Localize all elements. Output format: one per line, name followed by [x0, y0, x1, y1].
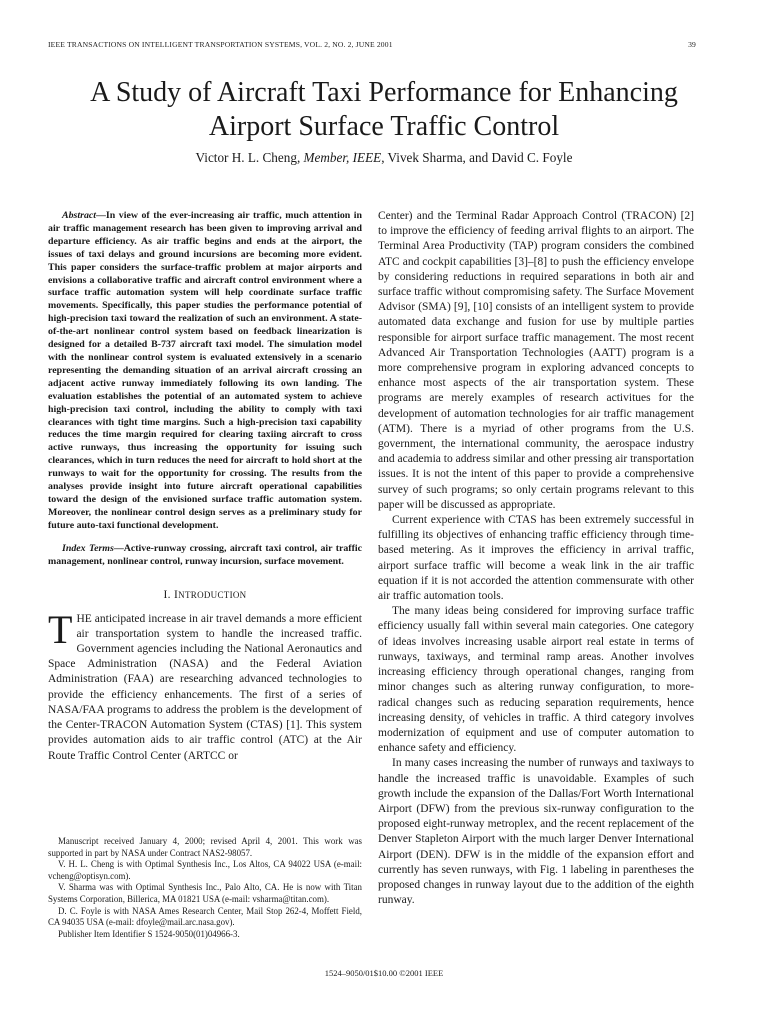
- index-terms-label: Index Terms: [62, 542, 114, 554]
- page-number: 39: [688, 40, 696, 49]
- body-paragraph-continued: Center) and the Terminal Radar Approach Control (TRACON) [2] to improve the efficiency of feeding arrival flights to an airport. The Terminal Area Productivity (TAP) program considers the combined ATC and cockpit capabilities [3]–[8] to push the efficiency envelope by considering reductions in required separations in both air and surface traffic without compromising safety. The Surface Movement Advisor (SMA) [9], [10] consists of an intelligent system to provide automated data exchange and fusion for use by multiple parties responsible for airport surface traffic management. The most recent Advanced Air Transportation Technologies (AATT) program is a more comprehensive program in exploring advanced concepts to enhance most aspects of the air transportation system. These programs are merely examples of research activitues for the development of automation technologies for air traffic management (ATM). There is a myriad of other programs from the U.S. government, the international community, the aerospace industry and academia to address similar and other pressing air transportation issues. It is not the intent of this paper to provide a comprehensive survey of such programs; so only certain programs relevant to this paper will be discussed as appropriate.: [378, 210, 694, 511]
- abstract-text: In view of the ever-increasing air traffic, much attention in air traffic management research has been given to improving arrival and departure efficiency. As air traffic begins and ends at the airport, the issues of taxi delays and ground incursions are becoming more evident. This paper considers the surface-traffic problem at major airports and envisions a collaborative traffic and aircraft control environment where a surface traffic automation system will help coordinate surface traffic movements. Specifically, this paper studies the performance potential of high-precision taxi toward the realization of such an environment. A state-of-the-art nonlinear control system based on feedback linearization is designed for a detailed B-737 aircraft taxi model. The simulation model with the nonlinear control system is evaluated extensively in a scenario representing the demanding situation of an arrival aircraft crossing an adjacent active runway immediately following its own landing. The evaluation establishes the potential of an automated system to achieve high-precision taxi control, including the ability to comply with taxi clearances with tight time margins. Such a high-precision taxi capability reduces the time margin required for clearing taxiing aircraft to cross active runways, thus increasing the opportunity for issuing such clearances, which in turn reduces the need for aircraft to hold short at the runways to wait for the opportunity for crossing. The results from the analyses provide insight into future aircraft operational capabilities toward the design of the envisioned surface traffic automation system. Moreover, the nonlinear control design serves as a preliminary study for future auto-taxi functional development.: [48, 210, 362, 531]
- left-column: [48, 210, 362, 764]
- intro-first-word: HE: [76, 612, 92, 625]
- author-list: [40, 150, 728, 166]
- author-1-role: Member, IEEE: [303, 150, 382, 165]
- abstract-dash: —: [96, 210, 106, 221]
- section-heading-introduction: [48, 588, 362, 603]
- paper-title: [40, 76, 728, 144]
- intro-paragraph: [48, 606, 362, 764]
- footnote-sharma: V. Sharma was with Optimal Synthesis Inc., Palo Alto, CA. He is now with Titan Systems Corporation, Billerica, MA 01821 USA (e-mail: vsharma@titan.com).: [48, 882, 362, 904]
- abstract-label: Abstract: [62, 210, 97, 221]
- section-title-initial: I: [174, 589, 179, 602]
- body-paragraph-runways: In many cases increasing the number of runways and taxiways to handle the increased traffic is unavoidable. Examples of such growth include the expansion of the Dallas/Fort Worth International Airport (DFW) from the previous six-runway configuration to the proposed eight-runway metroplex, and the recent replacement of the Denver Stapleton Airport with the much larger Denver International Airport (DEN). DFW is in the middle of the expansion effort and currently has seven runways, with Fig. 1 labeling in parentheses the proposed changes in runway layout due to the addition of the eighth runway.: [378, 757, 694, 907]
- index-terms-dash: —: [113, 542, 124, 554]
- title-line-2: Airport Surface Traffic Control: [208, 111, 560, 142]
- drop-cap: T: [48, 606, 73, 652]
- right-column: [378, 209, 694, 908]
- footnote-foyle: D. C. Foyle is with NASA Ames Research Center, Mail Stop 262-4, Moffett Field, CA 94035 USA (e-mail: dfoyle@mail.arc.nasa.gov).: [48, 905, 362, 928]
- intro-text: anticipated increase in air travel demands a more efficient air transportation system to handle the increased traffic. Government agencies including the National Aeronautics and Space Administration (NASA) and the Federal Aviation Administration (FAA) are researching advanced technologies to provide the efficiency enhancements. The first of a series of NASA/FAA programs to address the problem is the development of the Center-TRACON Automation System (CTAS) [1]. This system provides automation aids to air traffic control (ATC) at the Air Route Traffic Control Center (ARTCC or: [48, 612, 362, 762]
- footnote-cheng: V. H. L. Cheng is with Optimal Synthesis Inc., Los Altos, CA 94022 USA (e-mail: vcheng@optisyn.com).: [48, 859, 362, 881]
- journal-header: IEEE TRANSACTIONS ON INTELLIGENT TRANSPORTATION SYSTEMS, VOL. 2, NO. 2, JUNE 2001: [48, 40, 393, 49]
- other-authors: , Vivek Sharma, and David C. Foyle: [381, 150, 573, 165]
- author-1: Victor H. L. Cheng,: [195, 150, 301, 165]
- running-head: [48, 40, 696, 49]
- index-terms: [48, 543, 362, 569]
- title-line-1: A Study of Aircraft Taxi Performance for Enhancing: [90, 77, 678, 108]
- body-paragraph-ideas: The many ideas being considered for improving surface traffic efficiency usually fall within several main categories. One category of ideas involves increasing usable airport real estate in terms of runways, taxiways, and terminal ramp areas. Another involves increasing efficiency through operational changes, ranging from minor changes such as altering runway configuration, to more-radical changes such as reducing separation requirements, hence increasing density, of vehicles in traffic. A third category involves modernization of equipment and use of computer automation to enhance safety and efficiency.: [378, 605, 694, 755]
- section-title-rest: NTRODUCTION: [178, 590, 247, 601]
- body-paragraph-ctas: Current experience with CTAS has been extremely successful in fulfilling its objectives of enhancing traffic efficiency through time-based metering. As it improves the efficiency in arrival traffic, airport surface traffic will become a weak link in the air traffic equation if it is not accorded the attention commensurate with other air traffic automation tools.: [378, 514, 694, 603]
- abstract: [48, 210, 362, 533]
- footnote-manuscript: Manuscript received January 4, 2000; revised April 4, 2001. This work was supported in part by NASA under Contract NAS2-98057.: [48, 836, 362, 858]
- footnotes: [48, 836, 362, 940]
- copyright-line: 1524–9050/01$10.00 ©2001 IEEE: [324, 968, 444, 978]
- footnote-publisher-id: Publisher Item Identifier S 1524-9050(01)04966-3.: [58, 928, 240, 939]
- section-numeral: I.: [163, 589, 171, 602]
- index-terms-text: Active-runway crossing, aircraft taxi control, air traffic management, nonlinear control, runway incursion, surface movement.: [48, 542, 363, 567]
